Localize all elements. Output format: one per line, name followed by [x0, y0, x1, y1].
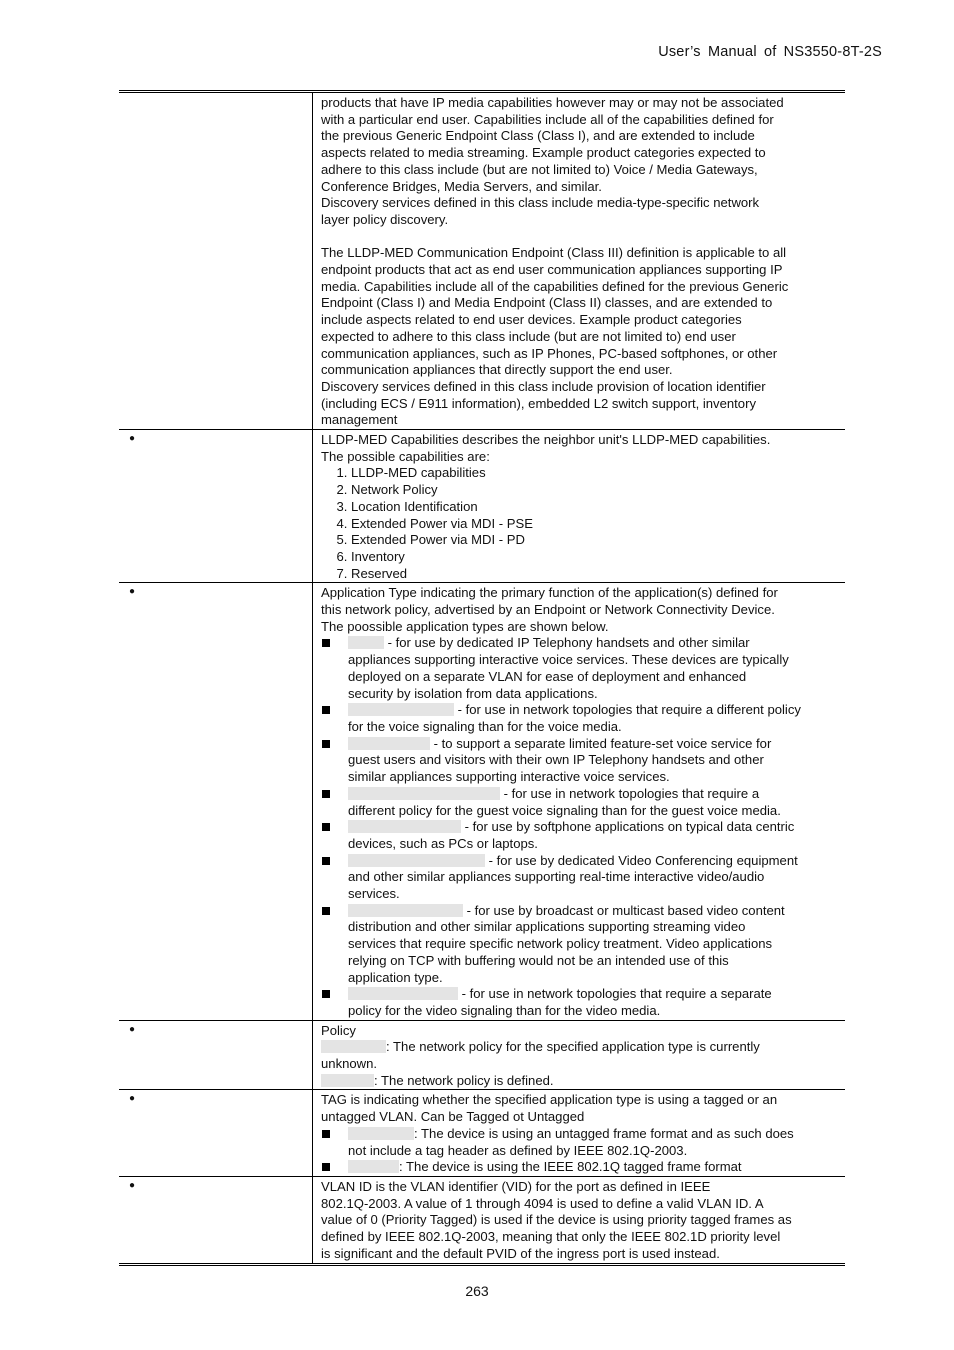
- description-cell: [313, 1177, 845, 1263]
- object-cell: [119, 93, 313, 429]
- text-line: 802.1Q-2003. A value of 1 through 4094 is used to define a valid VLAN ID. A: [321, 1195, 764, 1211]
- text-line: for the voice signaling than for the voice media.: [348, 719, 622, 734]
- text-line: (including ECS / E911 information), embedded L2 switch support, inventory: [321, 395, 756, 411]
- text-line: Endpoint (Class I) and Media Endpoint (Class II) classes, and are extended to: [321, 295, 773, 311]
- text-line: guest users and visitors with their own IP Telephony handsets and other: [348, 752, 764, 768]
- text-line: TAG is indicating whether the specified application type is using a tagged or an: [321, 1092, 778, 1108]
- bullet-icon: ●: [129, 433, 136, 445]
- text-line: Discovery services defined in this class include media-type-specific network: [321, 195, 760, 211]
- text-line: not include a tag header as defined by IEEE 802.1Q-2003.: [348, 1142, 688, 1158]
- text-line: Policy: [321, 1022, 356, 1038]
- term-placeholder: [321, 1040, 386, 1053]
- text-line: - for use in network topologies that require a separate: [458, 986, 772, 1002]
- text-line: - for use in network topologies that require a different policy: [454, 702, 801, 718]
- object-cell: [119, 583, 313, 1019]
- list-item: [321, 635, 839, 702]
- term-placeholder: [348, 703, 454, 716]
- text-line: different policy for the guest voice signaling than for the guest voice media.: [348, 802, 781, 818]
- text-line: : The device is using an untagged frame format and as such does: [414, 1125, 794, 1141]
- square-bullet-icon: [322, 857, 330, 865]
- description-cell: [313, 1021, 845, 1090]
- object-cell: [119, 1177, 313, 1263]
- term-placeholder: [348, 1160, 399, 1173]
- square-bullet-icon: [322, 990, 330, 998]
- text-line: policy for the video signaling than for the video media.: [348, 1002, 661, 1018]
- text-line: : The network policy is defined.: [374, 1072, 554, 1088]
- parameter-table: [119, 90, 845, 1266]
- text-line: layer policy discovery.: [321, 211, 449, 227]
- text-line: expected to adhere to this class include (but are not limited to) end user: [321, 328, 736, 344]
- text-line: value of 0 (Priority Tagged) is used if the device is using priority tagged frames as: [321, 1212, 792, 1228]
- text-line: endpoint products that act as end user communication appliances supporting IP: [321, 262, 783, 278]
- text-line: products that have IP media capabilities however may or may not be associated: [321, 95, 784, 110]
- text-line: security by isolation from data applications.: [348, 685, 598, 701]
- text-line: this network policy, advertised by an Endpoint or Network Connectivity Device.: [321, 602, 775, 618]
- text-line: include aspects related to end user devices. Example product categories: [321, 312, 742, 328]
- text-line: adhere to this class include (but are not limited to) Voice / Media Gateways,: [321, 161, 758, 177]
- square-bullet-icon: [322, 823, 330, 831]
- square-bullet-icon: [322, 907, 330, 915]
- text-line: - for use by dedicated IP Telephony handsets and other similar: [384, 635, 750, 651]
- text-line: application type.: [348, 969, 443, 985]
- term-placeholder: [348, 820, 461, 833]
- list-item: [321, 702, 839, 735]
- text-line: - for use by dedicated Video Conferencing equipment: [485, 852, 798, 868]
- text-line: Conference Bridges, Media Servers, and similar.: [321, 178, 602, 194]
- term-placeholder: [348, 1127, 414, 1140]
- text-line: the previous Generic Endpoint Class (Class I), and are extended to include: [321, 128, 755, 144]
- text-line: communication appliances that directly support the end user.: [321, 362, 673, 378]
- object-cell: [119, 1021, 313, 1090]
- text-line: - to support a separate limited feature-set voice service for: [430, 735, 772, 751]
- text-line: The poossible application types are shown below.: [321, 618, 609, 634]
- text-line: : The device is using the IEEE 802.1Q tagged frame format: [399, 1159, 742, 1175]
- object-cell: [119, 1090, 313, 1176]
- text-line: aspects related to media streaming. Example product categories expected to: [321, 145, 766, 161]
- description-cell: [313, 93, 845, 429]
- text-line: [321, 1039, 839, 1056]
- text-line: - for use by broadcast or multicast based video content: [463, 902, 785, 918]
- text-line: media. Capabilities include all of the capabilities defined for the previous Generic: [321, 278, 789, 294]
- text-line: services.: [348, 886, 400, 902]
- table-row: [119, 429, 845, 582]
- list-item: 7. Reserved: [351, 566, 839, 583]
- text-line: - for use by softphone applications on typical data centric: [461, 819, 795, 835]
- table-row: [119, 1020, 845, 1090]
- list-item: [321, 819, 839, 852]
- description-cell: [313, 430, 845, 582]
- text-line: services that require specific network policy treatment. Video applications: [348, 936, 773, 952]
- list-item: [321, 1126, 839, 1159]
- page-number: 263: [465, 1283, 489, 1299]
- text-line: untagged VLAN. Can be Tagged ot Untagged: [321, 1109, 585, 1125]
- text-line: is significant and the default PVID of the ingress port is used instead.: [321, 1245, 720, 1261]
- list-item: 3. Location Identification: [351, 499, 839, 516]
- text-line: devices, such as PCs or laptops.: [348, 835, 538, 851]
- bullet-icon: ●: [129, 1093, 136, 1105]
- text-line: communication appliances, such as IP Phones, PC-based softphones, or other: [321, 345, 778, 361]
- table-row: [119, 582, 845, 1019]
- term-placeholder: [348, 854, 485, 867]
- bullet-icon: ●: [129, 1023, 136, 1035]
- list-item: [321, 786, 839, 819]
- list-item: [321, 903, 839, 987]
- list-item: 4. Extended Power via MDI - PSE: [351, 516, 839, 533]
- text-line: deployed on a separate VLAN for ease of deployment and enhanced: [348, 668, 747, 684]
- text-line: unknown.: [321, 1056, 378, 1072]
- text-line: defined by IEEE 802.1Q-2003, meaning that only the IEEE 802.1D priority level: [321, 1229, 781, 1245]
- list-item: [321, 736, 839, 786]
- text-line: The possible capabilities are:: [321, 448, 490, 464]
- text-line: appliances supporting interactive voice services. These devices are typically: [348, 652, 789, 668]
- text-line: [321, 1073, 839, 1090]
- list-item: 5. Extended Power via MDI - PD: [351, 532, 839, 549]
- term-placeholder: [348, 636, 384, 649]
- text-line: Discovery services defined in this class include provision of location identifier: [321, 378, 766, 394]
- square-bullet-icon: [322, 1130, 330, 1138]
- list-item: 6. Inventory: [351, 549, 839, 566]
- text-line: with a particular end user. Capabilities include all of the capabilities defined for: [321, 111, 774, 127]
- list-item: [321, 1159, 839, 1176]
- text-line: similar appliances supporting interactive voice services.: [348, 769, 670, 785]
- text-line: Application Type indicating the primary function of the application(s) defined for: [321, 585, 778, 601]
- text-line: : The network policy for the specified application type is currently: [386, 1039, 760, 1055]
- description-cell: [313, 1090, 845, 1176]
- list-item: 1. LLDP-MED capabilities: [351, 465, 839, 482]
- text-line: LLDP-MED Capabilities describes the neighbor unit's LLDP-MED capabilities.: [321, 432, 771, 448]
- table-row: [119, 1176, 845, 1263]
- square-bullet-icon: [322, 740, 330, 748]
- text-line: and other similar appliances supporting real-time interactive video/audio: [348, 869, 765, 885]
- square-bullet-icon: [322, 1163, 330, 1171]
- list-item: 2. Network Policy: [351, 482, 839, 499]
- capabilities-list: [321, 465, 839, 582]
- square-bullet-icon: [322, 706, 330, 714]
- bullet-icon: ●: [129, 586, 136, 598]
- text-line: - for use in network topologies that require a: [500, 785, 760, 801]
- list-item: [321, 986, 839, 1019]
- table-row: [119, 93, 845, 429]
- text-line: distribution and other similar applications supporting streaming video: [348, 919, 746, 935]
- term-placeholder: [348, 987, 458, 1000]
- text-line: relying on TCP with buffering would not be an intended use of this: [348, 952, 729, 968]
- square-bullet-icon: [322, 790, 330, 798]
- text-line: The LLDP-MED Communication Endpoint (Class III) definition is applicable to all: [321, 245, 787, 261]
- square-bullet-icon: [322, 639, 330, 647]
- list-item: [321, 853, 839, 903]
- term-placeholder: [321, 1074, 374, 1087]
- bullet-icon: ●: [129, 1179, 136, 1191]
- object-cell: [119, 430, 313, 582]
- page-header: User’s Manual of NS3550-8T-2S: [658, 44, 882, 60]
- text-line: management: [321, 412, 398, 428]
- term-placeholder: [348, 787, 500, 800]
- term-placeholder: [348, 904, 463, 917]
- text-line: VLAN ID is the VLAN identifier (VID) for the port as defined in IEEE: [321, 1178, 711, 1194]
- term-placeholder: [348, 737, 430, 750]
- table-row: [119, 1089, 845, 1176]
- description-cell: [313, 583, 845, 1019]
